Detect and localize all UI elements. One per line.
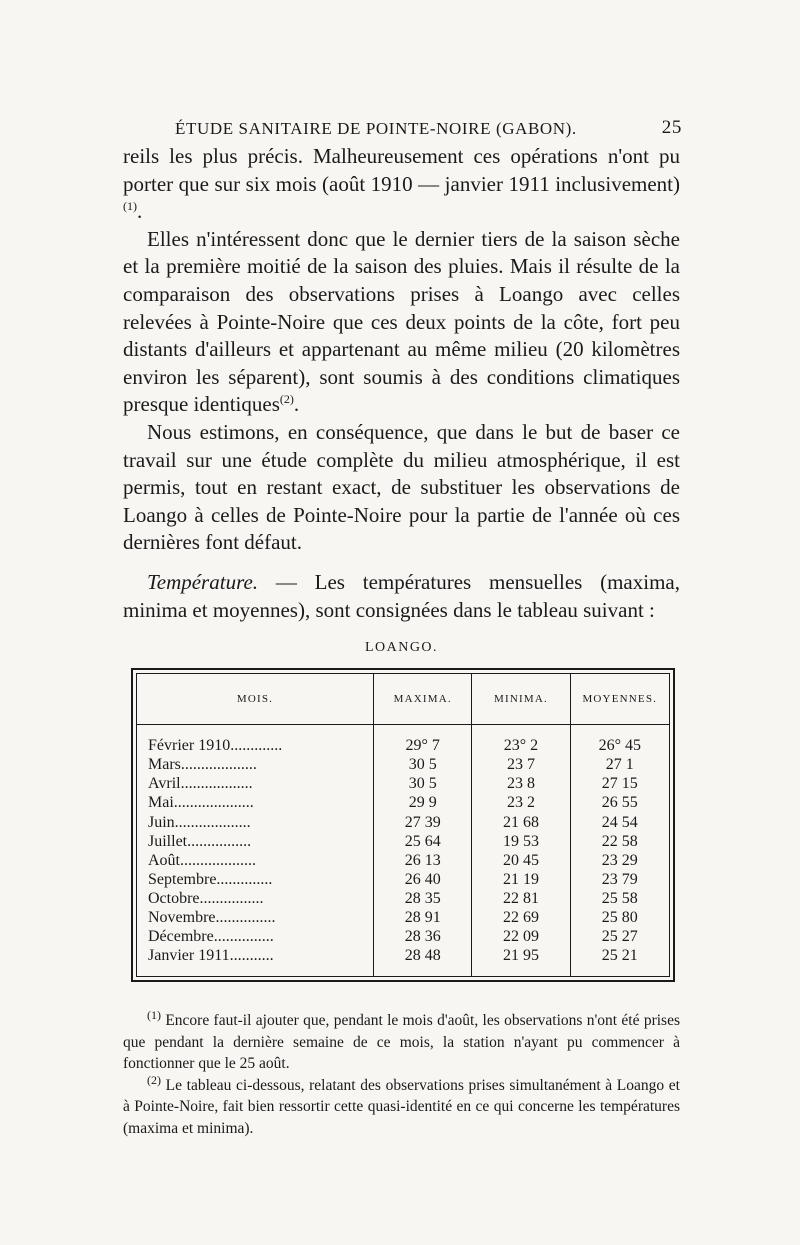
cell-minima: 22 81 bbox=[472, 889, 570, 908]
cell-maxima: 28 91 bbox=[374, 908, 472, 927]
cell-minima: 21 95 bbox=[472, 946, 570, 976]
cell-minima: 20 45 bbox=[472, 851, 570, 870]
cell-moyennes: 25 80 bbox=[570, 908, 669, 927]
footnote-1-mark: (1) bbox=[147, 1007, 161, 1022]
cell-mois: Octobre................ bbox=[148, 889, 264, 907]
cell-maxima: 28 48 bbox=[374, 946, 472, 976]
cell-minima: 23 2 bbox=[472, 793, 570, 812]
page-number: 25 bbox=[661, 117, 682, 138]
running-head bbox=[123, 115, 680, 143]
cell-moyennes: 27 1 bbox=[570, 755, 669, 774]
cell-moyennes: 23 79 bbox=[570, 870, 669, 889]
temperature-text: — Les températures mensuelles (maxima, minima et moyennes), sont consignées dans le tableau suivant : bbox=[123, 569, 680, 622]
cell-maxima: 26 40 bbox=[374, 870, 472, 889]
cell-minima: 23 8 bbox=[472, 774, 570, 793]
cell-mois: Avril.................. bbox=[148, 775, 253, 793]
cell-mois: Février 1910............. bbox=[148, 736, 283, 754]
cell-maxima: 25 64 bbox=[374, 832, 472, 851]
paragraph-2-tail: . bbox=[293, 392, 300, 417]
footnote-1 bbox=[123, 1007, 680, 1075]
cell-minima: 22 69 bbox=[472, 908, 570, 927]
footnote-2 bbox=[123, 1072, 680, 1140]
header-minima: MINIMA. bbox=[472, 674, 570, 725]
cell-minima: 23 7 bbox=[472, 755, 570, 774]
table-row bbox=[137, 755, 669, 774]
header-mois: MOIS. bbox=[137, 674, 374, 725]
paragraph-2-text: Elles n'intéressent donc que le dernier tiers de la saison sèche et la première moitié de la saison des pluies. Mais il résulte de la comparaison des observations prises à Loango avec celles relevées à Pointe-Noire que ces deux points de la côte, fort peu distants d'ailleurs et appartenant au même milieu (20 kilomètres environ les séparent), sont soumis à des conditions climatiques presque identiques bbox=[123, 226, 680, 417]
footnote-ref-2: (2) bbox=[279, 392, 294, 407]
table-row bbox=[137, 870, 669, 889]
cell-mois: Septembre.............. bbox=[148, 870, 273, 888]
paragraph-3: Nous estimons, en conséquence, que dans le but de baser ce travail sur une étude complète du milieu atmosphérique, il est permis, tout en restant exact, de substituer les observations de Loango à celles de Pointe-Noire pour la partie de l'année où ces dernières font défaut. bbox=[123, 419, 680, 555]
temperature-heading: Température. bbox=[147, 569, 259, 594]
cell-mois: Juin................... bbox=[148, 813, 251, 831]
table-header-row bbox=[137, 674, 669, 725]
footnote-2-text: Le tableau ci-dessous, relatant des observations prises simultanément à Loango et à Pointe-Noire, fait bien ressortir cette quasi-identité en ce qui concerne les températures (maxima et minima). bbox=[123, 1076, 680, 1137]
paragraph-1-text: reils les plus précis. Malheureusement ces opérations n'ont pu porter que sur six mois (août 1910 — janvier 1911 inclusivement) bbox=[123, 144, 680, 196]
cell-maxima: 30 5 bbox=[374, 774, 472, 793]
cell-minima: 21 68 bbox=[472, 812, 570, 831]
paragraph-2 bbox=[123, 226, 680, 419]
table-row bbox=[137, 812, 669, 831]
cell-minima: 23° 2 bbox=[472, 725, 570, 756]
cell-minima: 19 53 bbox=[472, 832, 570, 851]
cell-mois: Mai.................... bbox=[148, 794, 254, 812]
footnote-2-mark: (2) bbox=[147, 1072, 161, 1087]
table-row bbox=[137, 908, 669, 927]
cell-moyennes: 25 21 bbox=[570, 946, 669, 976]
table-row bbox=[137, 774, 669, 793]
table-row bbox=[137, 889, 669, 908]
document-page bbox=[123, 115, 680, 1139]
table-caption: LOANGO. bbox=[364, 640, 439, 656]
table-row bbox=[137, 946, 669, 976]
table-row bbox=[137, 832, 669, 851]
cell-mois: Juillet................ bbox=[148, 832, 252, 850]
cell-mois: Décembre............... bbox=[148, 927, 274, 945]
cell-maxima: 29° 7 bbox=[374, 725, 472, 756]
cell-mois: Mars................... bbox=[148, 756, 257, 774]
cell-mois: Novembre............... bbox=[148, 908, 276, 926]
cell-moyennes: 26 55 bbox=[570, 793, 669, 812]
cell-minima: 22 09 bbox=[472, 927, 570, 946]
header-maxima: MAXIMA. bbox=[374, 674, 472, 725]
body-text bbox=[123, 143, 680, 624]
temperature-paragraph bbox=[123, 569, 680, 624]
cell-mois: Août................... bbox=[148, 851, 256, 869]
cell-moyennes: 25 27 bbox=[570, 927, 669, 946]
cell-maxima: 29 9 bbox=[374, 793, 472, 812]
cell-maxima: 28 36 bbox=[374, 927, 472, 946]
loango-table bbox=[137, 674, 669, 976]
paragraph-1-tail: . bbox=[137, 199, 143, 224]
cell-maxima: 26 13 bbox=[374, 851, 472, 870]
cell-maxima: 30 5 bbox=[374, 755, 472, 774]
cell-minima: 21 19 bbox=[472, 870, 570, 889]
cell-moyennes: 27 15 bbox=[570, 774, 669, 793]
paragraph-1 bbox=[123, 143, 680, 226]
table-row bbox=[137, 927, 669, 946]
cell-moyennes: 23 29 bbox=[570, 851, 669, 870]
cell-maxima: 28 35 bbox=[374, 889, 472, 908]
cell-moyennes: 25 58 bbox=[570, 889, 669, 908]
footnote-ref-1: (1) bbox=[123, 199, 137, 214]
footnotes bbox=[123, 1007, 680, 1139]
table-body bbox=[137, 725, 669, 977]
loango-table-inner bbox=[136, 673, 670, 977]
table-row bbox=[137, 851, 669, 870]
cell-maxima: 27 39 bbox=[374, 812, 472, 831]
cell-moyennes: 24 54 bbox=[570, 812, 669, 831]
cell-moyennes: 22 58 bbox=[570, 832, 669, 851]
footnote-1-text: Encore faut-il ajouter que, pendant le mois d'août, les observations n'ont été prises que pendant la dernière semaine de ce mois, la station n'ayant pu commencer à fonctionner que le 25 août. bbox=[123, 1012, 680, 1073]
table-row bbox=[137, 793, 669, 812]
cell-mois: Janvier 1911........... bbox=[148, 947, 274, 965]
cell-moyennes: 26° 45 bbox=[570, 725, 669, 756]
running-title: ÉTUDE SANITAIRE DE POINTE-NOIRE (GABON). bbox=[175, 119, 577, 138]
table-row bbox=[137, 725, 669, 756]
header-moyennes: MOYENNES. bbox=[570, 674, 669, 725]
loango-table-frame bbox=[131, 668, 675, 982]
